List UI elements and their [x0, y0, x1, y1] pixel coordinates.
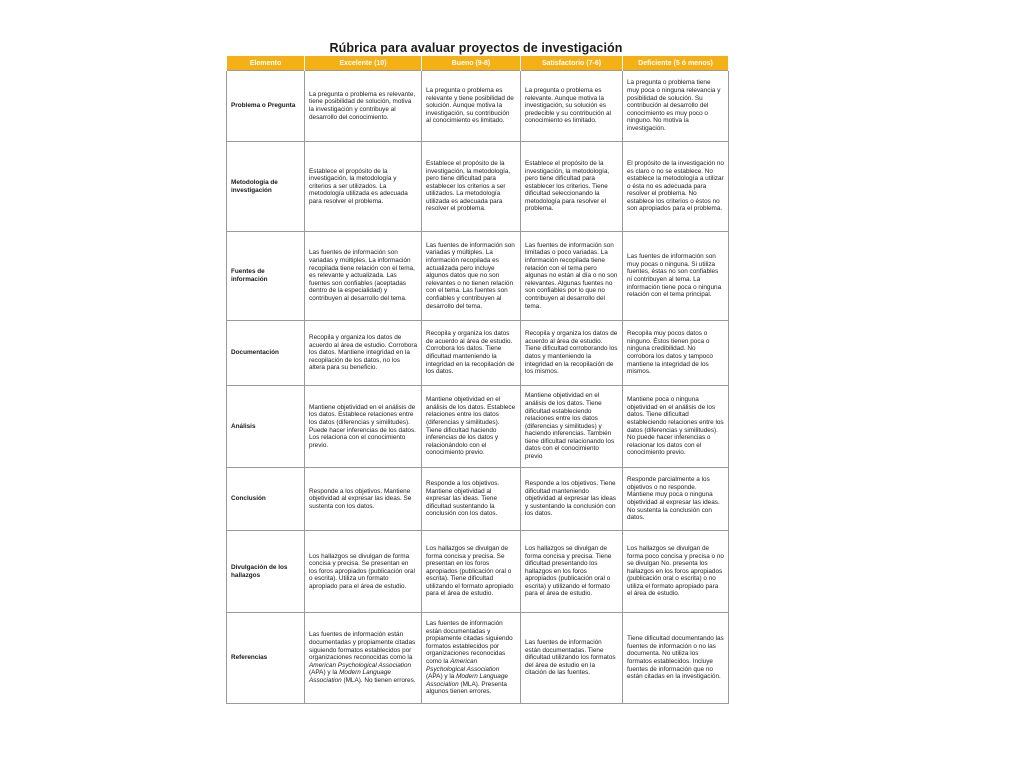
cell-deficiente: Recopila muy pocos datos o ninguno. Éstos tienen poca o ninguna credibilidad. No corrobora los datos y tampoco mantiene la integridad de los mismos. [623, 321, 729, 386]
table-row [227, 232, 729, 321]
document-title: Rúbrica para avaluar proyectos de investigación [329, 41, 623, 55]
cell-deficiente: El propósito de la investigación no es claro o no se establece. No establece la metodología a utilizar o ésta no es adecuada para resolver el problema. No establece los criterios o éstos no son apropiados para el problema. [623, 142, 729, 232]
cell-satisfactorio: Recopila y organiza los datos de acuerdo al área de estudio. Tiene dificultad corroborando los datos y manteniendo la integridad en la recopilación de los mismos. [521, 321, 623, 386]
table-row [227, 142, 729, 232]
cell-deficiente: Los hallazgos se divulgan de forma poco concisa y precisa o no se divulgan No. presenta los hallazgos en los foros apropiados (publicación oral o escrita) o no utiliza el formato apropiado para el área de estudio. [623, 531, 729, 613]
table-row [227, 613, 729, 704]
cell-deficiente: Las fuentes de información son muy pocas o ninguna. Si utiliza fuentes, éstas no son confiables ni contribuyen al tema. La información tiene poca o ninguna relación con el tema principal. [623, 232, 729, 321]
row-element: Referencias [227, 613, 305, 704]
cell-deficiente: Tiene dificultad documentando las fuentes de información o no las documenta. No utiliza los formatos establecidos. Incluye fuentes de información que no están citadas en la investigación. [623, 613, 729, 704]
rubric-table [226, 56, 729, 704]
cell-text: Las fuentes de información están documentadas y propiamente citadas siguiendo formatos establecidos por organizaciones reconocidas como la [426, 620, 513, 665]
table-row [227, 71, 729, 142]
cell-bueno [422, 613, 521, 704]
cell-satisfactorio: La pregunta o problema es relevante. Aunque motiva la investigación, su solución es predecible y su contribución al conocimiento es limitado. [521, 71, 623, 142]
row-element: Metodología de investigación [227, 142, 305, 232]
row-element: Análisis [227, 386, 305, 468]
cell-excelente: Las fuentes de información son variadas y múltiples. La información recopilada tiene relación con el tema, es relevante y actualizada. Las fuentes son confiables (aceptadas dentro de la especialidad) y contribuyen al desarrollo del tema. [305, 232, 422, 321]
cell-text: (APA) y la [426, 673, 457, 681]
table-row [227, 386, 729, 468]
cell-excelente: La pregunta o problema es relevante, tiene posibilidad de solución, motiva la investigación y contribuye al desarrollo del conocimiento. [305, 71, 422, 142]
apa-citation: American Psychological Association [426, 658, 500, 673]
row-element: Divulgación de los hallazgos [227, 531, 305, 613]
cell-excelente: Recopila y organiza los datos de acuerdo al área de estudio. Corrobora los datos. Mantiene integridad en la recopilación de los datos, no los altera para su beneficio. [305, 321, 422, 386]
table-row [227, 531, 729, 613]
table-row [227, 321, 729, 386]
row-element: Conclusión [227, 468, 305, 531]
header-bueno: Bueno (9-8) [422, 56, 521, 71]
cell-bueno: Establece el propósito de la investigación, la metodología, pero tiene dificultad para establecer los criterios a ser utilizados. La metodología utilizada es adecuada para resolver el problema. [422, 142, 521, 232]
cell-bueno: La pregunta o problema es relevante y tiene posibilidad de solución. Aunque motiva la investigación, su contribución al conocimiento es limitado. [422, 71, 521, 142]
mla-citation: Modern Language Association [426, 673, 508, 688]
header-excelente: Excelente (10) [305, 56, 422, 71]
cell-excelente [305, 613, 422, 704]
cell-text: (MLA). No tienen errores. [341, 676, 416, 684]
cell-bueno: Recopila y organiza los datos de acuerdo al área de estudio. Corrobora los datos. Tiene dificultad manteniendo la integridad en la recopilación de los datos. [422, 321, 521, 386]
cell-satisfactorio: Establece el propósito de la investigación, la metodología, pero tiene dificultad para establecer los criterios. Tiene dificultad seleccionando la metodología para resolver el problema. [521, 142, 623, 232]
header-elemento: Elemento [227, 56, 305, 71]
mla-citation: Modern Language Association [309, 669, 391, 684]
cell-satisfactorio: Responde a los objetivos. Tiene dificultad manteniendo objetividad al expresar las ideas y sustentando la conclusión con los datos. [521, 468, 623, 531]
header-row [227, 56, 729, 71]
cell-bueno: Las fuentes de información son variadas y múltiples. La información recopilada es actualizada pero incluye algunos datos que no son relevantes o no tienen relación con el tema. Las fuentes son confiables y contribuyen al desarrollo del tema. [422, 232, 521, 321]
apa-citation: American Psychological Association [309, 661, 412, 669]
cell-excelente: Responde a los objetivos. Mantiene objetividad al expresar las ideas. Se sustenta con los datos. [305, 468, 422, 531]
cell-bueno: Mantiene objetividad en el análisis de los datos. Establece relaciones entre los datos (diferencias y similitudes). Tiene dificultad haciendo inferencias de los datos y relacionándolo con el conocimiento previo. [422, 386, 521, 468]
cell-text: (MLA). Presenta algunos tienen errores. [426, 680, 507, 696]
cell-satisfactorio: Las fuentes de información están documentadas. Tiene dificultad utilizando los formatos del área de estudio en la citación de las fuentes. [521, 613, 623, 704]
cell-text: Las fuentes de información están documentadas y propiamente citadas siguiendo formatos establecidos por organizaciones reconocidas como la [309, 631, 416, 662]
row-element: Fuentes de información [227, 232, 305, 321]
table-row [227, 468, 729, 531]
row-element: Problema o Pregunta [227, 71, 305, 142]
row-element: Documentación [227, 321, 305, 386]
cell-excelente: Establece el propósito de la investigación, la metodología y criterios a ser utilizados. La metodología utilizada es adecuada para resolver el problema. [305, 142, 422, 232]
header-deficiente: Deficiente (5 ó menos) [623, 56, 729, 71]
cell-deficiente: Responde parcialmente a los objetivos o no responde. Mantiene muy poca o ninguna objetividad al expresar las ideas. No sustenta la conclusión con datos. [623, 468, 729, 531]
cell-deficiente: Mantiene poca o ninguna objetividad en el análisis de los datos. Tiene dificultad estableciendo relaciones entre los datos (diferencias y similitudes). No puede hacer inferencias o relacionar los datos con el conocimiento previo. [623, 386, 729, 468]
cell-satisfactorio: Las fuentes de información son limitadas o poco variadas. La información recopilada tiene relación con el tema pero algunas no están al día o no son relevantes. Algunas fuentes no son confiables por lo que no contribuyen al desarrollo del tema. [521, 232, 623, 321]
cell-text: (APA) y la [309, 669, 340, 677]
cell-deficiente: La pregunta o problema tiene muy poca o ninguna relevancia y posibilidad de solución. Su contribución al desarrollo del conocimiento es muy poco o ninguno. No motiva la investigación. [623, 71, 729, 142]
cell-excelente: Mantiene objetividad en el análisis de los datos. Establece relaciones entre los datos (diferencias y similitudes). Puede hacer inferencias de los datos. Los relaciona con el conocimiento previo. [305, 386, 422, 468]
cell-satisfactorio: Mantiene objetividad en el análisis de los datos. Tiene dificultad estableciendo relaciones entre los datos (diferencias y similitudes) y haciendo inferencias. También tiene dificultad relacionando los datos con el conocimiento previo [521, 386, 623, 468]
cell-excelente: Los hallazgos se divulgan de forma concisa y precisa. Se presentan en los foros apropiados (publicación oral o escrita). Utiliza un formato apropiado para el área de estudio. [305, 531, 422, 613]
cell-bueno: Los hallazgos se divulgan de forma concisa y precisa. Se presentan en los foros apropiados (publicación oral o escrita). Tiene dificultad utilizando el formato apropiado para el área de estudio. [422, 531, 521, 613]
cell-bueno: Responde a los objetivos. Mantiene objetividad al expresar las ideas. Tiene dificultad sustentando la conclusión con los datos. [422, 468, 521, 531]
cell-satisfactorio: Los hallazgos se divulgan de forma concisa y precisa. Tiene dificultad presentando los hallazgos en los foros apropiados (publicación oral o escrita) y utilizando el formato para el área de estudio. [521, 531, 623, 613]
header-satisfactorio: Satisfactorio (7-6) [521, 56, 623, 71]
